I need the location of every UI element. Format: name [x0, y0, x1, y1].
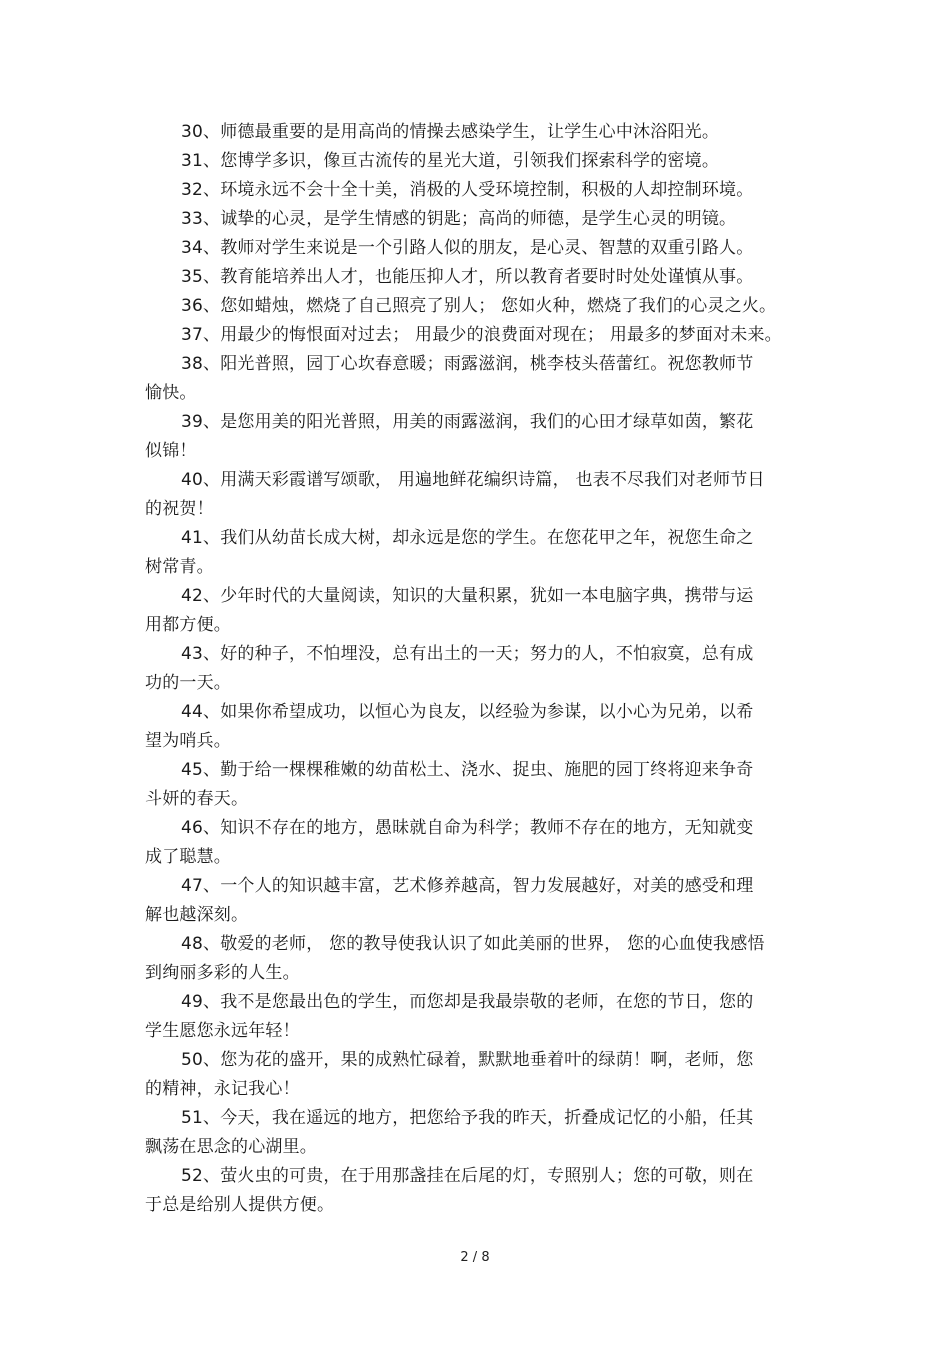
paragraph-line: 44、如果你希望成功，以恒心为良友，以经验为参谋，以小心为兄弟，以希 [181, 702, 754, 722]
paragraph-line-continued: 似锦！ [145, 441, 197, 461]
paragraph-line-continued: 用都方便。 [145, 615, 231, 635]
paragraph-line-continued: 功的一天。 [145, 673, 231, 693]
paragraph-line: 30、师德最重要的是用高尚的情操去感染学生，让学生心中沐浴阳光。 [181, 122, 720, 142]
paragraph-line: 50、您为花的盛开，果的成熟忙碌着，默默地垂着叶的绿荫！啊，老师，您 [181, 1050, 754, 1070]
paragraph-line-continued: 树常青。 [145, 557, 214, 577]
paragraph-line: 49、我不是您最出色的学生，而您却是我最崇敬的老师，在您的节日，您的 [181, 992, 754, 1012]
paragraph-line: 36、您如蜡烛，燃烧了自己照亮了别人； 您如火种，燃烧了我们的心灵之火。 [181, 296, 777, 316]
paragraph-line: 47、一个人的知识越丰富，艺术修养越高，智力发展越好，对美的感受和理 [181, 876, 754, 896]
paragraph-line: 34、教师对学生来说是一个引路人似的朋友，是心灵、智慧的双重引路人。 [181, 238, 754, 258]
paragraph-line: 35、教育能培养出人才，也能压抑人才，所以教育者要时时处处谨慎从事。 [181, 267, 754, 287]
paragraph-line: 38、阳光普照，园丁心坎春意暖；雨露滋润，桃李枝头蓓蕾红。祝您教师节 [181, 354, 754, 374]
paragraph-line-continued: 解也越深刻。 [145, 905, 249, 925]
paragraph-line: 46、知识不存在的地方，愚昧就自命为科学；教师不存在的地方，无知就变 [181, 818, 754, 838]
document-body [145, 118, 805, 1220]
paragraph-line-continued: 于总是给别人提供方便。 [145, 1195, 335, 1215]
paragraph-line: 33、诚挚的心灵，是学生情感的钥匙；高尚的师德，是学生心灵的明镜。 [181, 209, 737, 229]
paragraph-line: 39、是您用美的阳光普照，用美的雨露滋润，我们的心田才绿草如茵，繁花 [181, 412, 754, 432]
paragraph-line-continued: 望为哨兵。 [145, 731, 231, 751]
paragraph-line-continued: 的精神，永记我心！ [145, 1079, 300, 1099]
paragraph-line: 40、用满天彩霞谱写颂歌， 用遍地鲜花编织诗篇， 也表不尽我们对老师节日 [181, 470, 765, 490]
paragraph-line-continued: 的祝贺！ [145, 499, 214, 519]
paragraph-line: 41、我们从幼苗长成大树，却永远是您的学生。在您花甲之年，祝您生命之 [181, 528, 754, 548]
paragraph-line: 31、您博学多识，像亘古流传的星光大道，引领我们探索科学的密境。 [181, 151, 720, 171]
paragraph-line-continued: 到绚丽多彩的人生。 [145, 963, 300, 983]
page-number: 2 / 8 [460, 1250, 490, 1265]
paragraph-line: 37、用最少的悔恨面对过去； 用最少的浪费面对现在； 用最多的梦面对未来。 [181, 325, 782, 345]
paragraph-line-continued: 成了聪慧。 [145, 847, 231, 867]
paragraph-line-continued: 学生愿您永远年轻！ [145, 1021, 300, 1041]
paragraph-line: 32、环境永远不会十全十美，消极的人受环境控制，积极的人却控制环境。 [181, 180, 754, 200]
paragraph-line: 51、今天，我在遥远的地方，把您给予我的昨天，折叠成记忆的小船，任其 [181, 1108, 754, 1128]
paragraph-line: 45、勤于给一棵棵稚嫩的幼苗松土、浇水、捉虫、施肥的园丁终将迎来争奇 [181, 760, 754, 780]
paragraph-line: 48、敬爱的老师， 您的教导使我认识了如此美丽的世界， 您的心血使我感悟 [181, 934, 765, 954]
paragraph-line-continued: 飘荡在思念的心湖里。 [145, 1137, 317, 1157]
paragraph-line: 52、萤火虫的可贵，在于用那盏挂在后尾的灯，专照别人；您的可敬，则在 [181, 1166, 754, 1186]
paragraph-line-continued: 斗妍的春天。 [145, 789, 249, 809]
paragraph-line: 42、少年时代的大量阅读，知识的大量积累，犹如一本电脑字典，携带与运 [181, 586, 754, 606]
paragraph-line-continued: 愉快。 [145, 383, 197, 403]
paragraph-line: 43、好的种子，不怕埋没，总有出土的一天；努力的人，不怕寂寞，总有成 [181, 644, 754, 664]
